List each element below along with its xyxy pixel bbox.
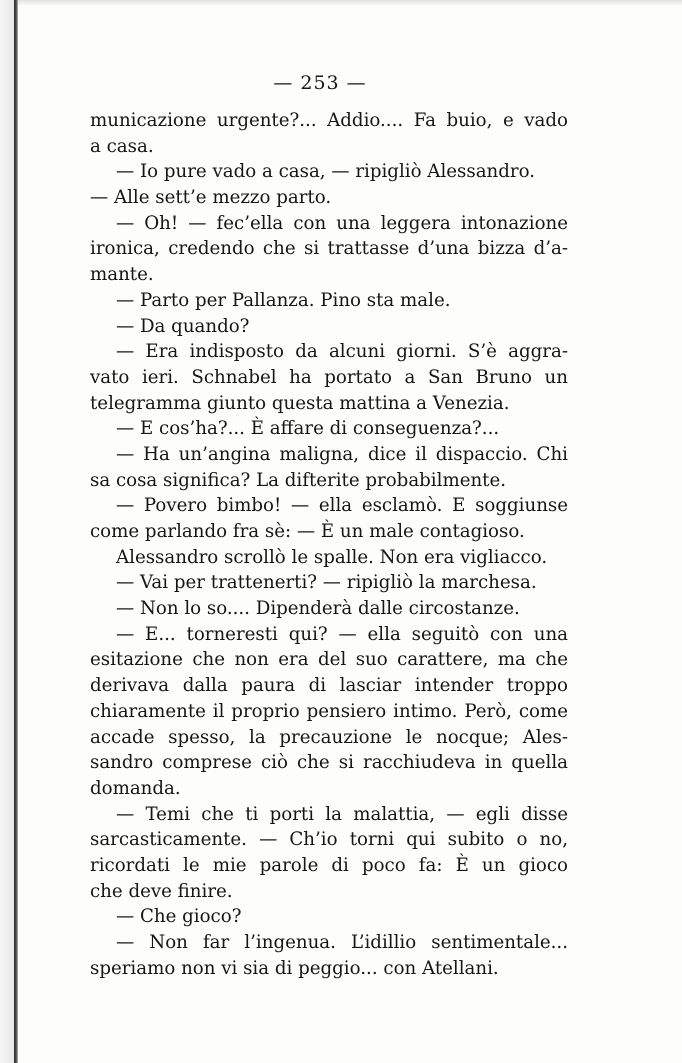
text-line: — Non lo so.... Dipenderà dalle circostanze. — [116, 598, 520, 620]
text-line: che deve finire. — [90, 880, 233, 902]
text-line: sa cosa significa? La difterite probabilmente. — [90, 469, 507, 491]
book-spine-edge — [14, 0, 18, 1063]
page-gutter-shadow — [0, 0, 14, 1063]
page-number: — 253 — — [273, 72, 367, 94]
text-line: domanda. — [90, 777, 181, 799]
text-line: derivava dalla paura di lasciar intender troppo — [90, 675, 568, 697]
text-line: Alessandro scrollò le spalle. Non era vigliacco. — [116, 546, 548, 568]
text-line: sandro comprese ciò che si racchiudeva in quella — [90, 752, 568, 774]
page-top-edge — [18, 0, 682, 6]
text-line: mante. — [90, 264, 154, 286]
text-line: ironica, credendo che si trattasse d’una bizza d’a- — [90, 238, 568, 260]
text-line: — Io pure vado a casa, — ripigliò Alessandro. — [116, 161, 535, 183]
text-line: come parlando fra sè: — È un male contagioso. — [90, 521, 525, 542]
text-line: esitazione che non era del suo carattere, ma che — [90, 649, 568, 671]
text-line: speriamo non vi sia di peggio... con Atellani. — [90, 957, 499, 979]
text-line: chiaramente il proprio pensiero intimo. Però, come — [90, 700, 568, 722]
text-line: — Temi che ti porti la malattia, — egli disse — [116, 803, 568, 825]
text-line: telegramma giunto questa mattina a Venezia. — [90, 392, 510, 414]
text-line: municazione urgente?... Addio.... Fa buio, e vado — [90, 110, 568, 131]
text-line: ricordati le mie parole di poco fa: È un gioco — [90, 854, 568, 876]
text-line: — Povero bimbo! — ella esclamò. E soggiunse — [116, 495, 568, 517]
text-line: — Non far l’ingenua. L’idillio sentimentale... — [116, 932, 568, 953]
text-line: — Era indisposto da alcuni giorni. S’è aggra- — [116, 341, 568, 363]
text-line: — E cos’ha?... È affare di conseguenza?... — [116, 418, 500, 440]
text-line: — Da quando? — [116, 315, 250, 337]
text-line: accade spesso, la precauzione le nocque; Ales- — [90, 726, 568, 748]
text-line: — E... torneresti qui? — ella seguitò con una — [116, 623, 568, 645]
body-text — [90, 108, 568, 981]
text-line: — Ha un’angina maligna, dice il dispaccio. Chi — [116, 443, 568, 465]
text-line: — Che gioco? — [116, 906, 242, 928]
text-line: — Parto per Pallanza. Pino sta male. — [116, 289, 451, 311]
text-line: a casa. — [90, 135, 154, 157]
text-line: vato ieri. Schnabel ha portato a San Bruno un — [90, 366, 568, 388]
text-line: — Vai per trattenerti? — ripigliò la marchesa. — [116, 572, 537, 594]
text-line: — Alle sett’e mezzo parto. — [90, 187, 332, 209]
text-line: sarcasticamente. — Ch’io torni qui subito o no, — [90, 829, 568, 851]
text-line: — Oh! — fec’ella con una leggera intonazione — [116, 212, 568, 234]
